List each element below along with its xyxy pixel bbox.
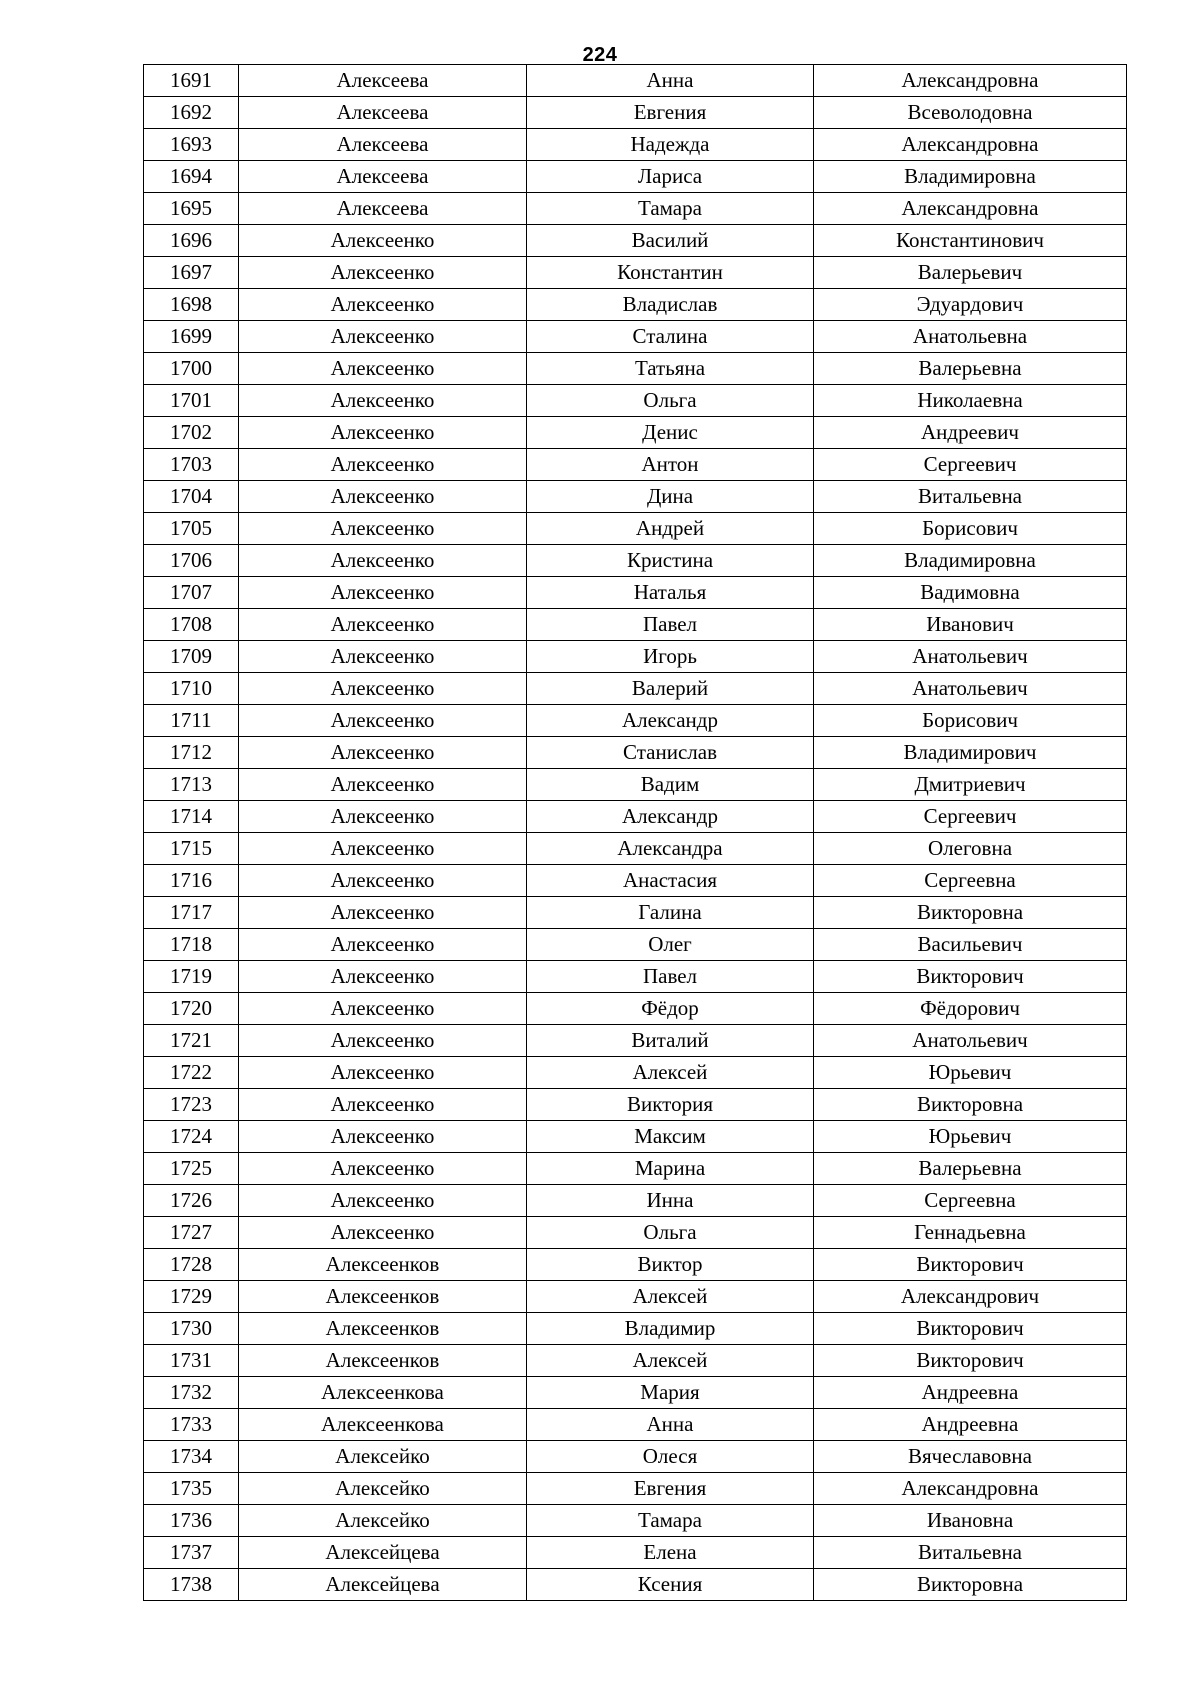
row-number-cell: 1704 [144, 481, 239, 513]
first-name-cell: Алексей [527, 1345, 814, 1377]
table-row [144, 705, 1127, 737]
first-name-cell: Виктория [527, 1089, 814, 1121]
row-number-cell: 1726 [144, 1185, 239, 1217]
patronymic-cell: Геннадьевна [814, 1217, 1127, 1249]
first-name-cell: Антон [527, 449, 814, 481]
surname-cell: Алексеенко [239, 673, 527, 705]
table-row [144, 801, 1127, 833]
table-row [144, 1345, 1127, 1377]
table-row [144, 129, 1127, 161]
row-number-cell: 1703 [144, 449, 239, 481]
first-name-cell: Виктор [527, 1249, 814, 1281]
patronymic-cell: Анатольевич [814, 641, 1127, 673]
table-row [144, 1441, 1127, 1473]
patronymic-cell: Константинович [814, 225, 1127, 257]
row-number-cell: 1721 [144, 1025, 239, 1057]
patronymic-cell: Валерьевна [814, 353, 1127, 385]
table-row [144, 289, 1127, 321]
patronymic-cell: Александровна [814, 1473, 1127, 1505]
surname-cell: Алексейко [239, 1473, 527, 1505]
table-row [144, 929, 1127, 961]
table-row [144, 865, 1127, 897]
surname-cell: Алексеенко [239, 641, 527, 673]
table-row [144, 1025, 1127, 1057]
first-name-cell: Евгения [527, 1473, 814, 1505]
table-row [144, 609, 1127, 641]
patronymic-cell: Викторович [814, 1249, 1127, 1281]
first-name-cell: Ксения [527, 1569, 814, 1601]
first-name-cell: Игорь [527, 641, 814, 673]
patronymic-cell: Александровна [814, 193, 1127, 225]
table-row [144, 545, 1127, 577]
surname-cell: Алексеева [239, 161, 527, 193]
row-number-cell: 1707 [144, 577, 239, 609]
surname-cell: Алексеенко [239, 929, 527, 961]
table-row [144, 417, 1127, 449]
surname-cell: Алексеенко [239, 897, 527, 929]
row-number-cell: 1725 [144, 1153, 239, 1185]
table-row [144, 1217, 1127, 1249]
surname-cell: Алексеенко [239, 1217, 527, 1249]
row-number-cell: 1691 [144, 65, 239, 97]
first-name-cell: Василий [527, 225, 814, 257]
row-number-cell: 1701 [144, 385, 239, 417]
surname-cell: Алексейцева [239, 1569, 527, 1601]
patronymic-cell: Вячеславовна [814, 1441, 1127, 1473]
table-row [144, 385, 1127, 417]
patronymic-cell: Фёдорович [814, 993, 1127, 1025]
patronymic-cell: Олеговна [814, 833, 1127, 865]
surname-cell: Алексеенко [239, 705, 527, 737]
row-number-cell: 1731 [144, 1345, 239, 1377]
row-number-cell: 1702 [144, 417, 239, 449]
table-row [144, 449, 1127, 481]
patronymic-cell: Юрьевич [814, 1121, 1127, 1153]
table-row [144, 1377, 1127, 1409]
patronymic-cell: Юрьевич [814, 1057, 1127, 1089]
surname-cell: Алексеенко [239, 353, 527, 385]
row-number-cell: 1710 [144, 673, 239, 705]
row-number-cell: 1716 [144, 865, 239, 897]
surname-cell: Алексеенко [239, 577, 527, 609]
surname-cell: Алексейцева [239, 1537, 527, 1569]
first-name-cell: Инна [527, 1185, 814, 1217]
table-row [144, 321, 1127, 353]
table-row [144, 513, 1127, 545]
patronymic-cell: Александрович [814, 1281, 1127, 1313]
first-name-cell: Владислав [527, 289, 814, 321]
surname-cell: Алексеенко [239, 513, 527, 545]
patronymic-cell: Витальевна [814, 481, 1127, 513]
surname-cell: Алексеенко [239, 385, 527, 417]
surname-cell: Алексеенкова [239, 1409, 527, 1441]
patronymic-cell: Валерьевна [814, 1153, 1127, 1185]
first-name-cell: Дина [527, 481, 814, 513]
table-row [144, 833, 1127, 865]
first-name-cell: Татьяна [527, 353, 814, 385]
table-row [144, 1473, 1127, 1505]
patronymic-cell: Николаевна [814, 385, 1127, 417]
patronymic-cell: Иванович [814, 609, 1127, 641]
patronymic-cell: Викторовна [814, 897, 1127, 929]
row-number-cell: 1692 [144, 97, 239, 129]
first-name-cell: Павел [527, 961, 814, 993]
page-number: 224 [582, 44, 618, 66]
surname-cell: Алексейко [239, 1505, 527, 1537]
surname-cell: Алексеенко [239, 1057, 527, 1089]
row-number-cell: 1713 [144, 769, 239, 801]
row-number-cell: 1698 [144, 289, 239, 321]
table-row [144, 641, 1127, 673]
surname-cell: Алексейко [239, 1441, 527, 1473]
patronymic-cell: Владимировна [814, 545, 1127, 577]
first-name-cell: Максим [527, 1121, 814, 1153]
first-name-cell: Анна [527, 65, 814, 97]
patronymic-cell: Валерьевич [814, 257, 1127, 289]
row-number-cell: 1714 [144, 801, 239, 833]
first-name-cell: Евгения [527, 97, 814, 129]
surname-cell: Алексеенко [239, 961, 527, 993]
first-name-cell: Александр [527, 801, 814, 833]
table-row [144, 1505, 1127, 1537]
table-row [144, 97, 1127, 129]
first-name-cell: Надежда [527, 129, 814, 161]
patronymic-cell: Александровна [814, 65, 1127, 97]
patronymic-cell: Всеволодовна [814, 97, 1127, 129]
table-row [144, 353, 1127, 385]
patronymic-cell: Сергеевич [814, 449, 1127, 481]
table-row [144, 577, 1127, 609]
patronymic-cell: Андреевич [814, 417, 1127, 449]
row-number-cell: 1737 [144, 1537, 239, 1569]
row-number-cell: 1730 [144, 1313, 239, 1345]
row-number-cell: 1724 [144, 1121, 239, 1153]
first-name-cell: Наталья [527, 577, 814, 609]
first-name-cell: Андрей [527, 513, 814, 545]
table-row [144, 993, 1127, 1025]
row-number-cell: 1738 [144, 1569, 239, 1601]
patronymic-cell: Анатольевна [814, 321, 1127, 353]
patronymic-cell: Викторович [814, 961, 1127, 993]
row-number-cell: 1735 [144, 1473, 239, 1505]
first-name-cell: Тамара [527, 1505, 814, 1537]
patronymic-cell: Владимировна [814, 161, 1127, 193]
table-row [144, 481, 1127, 513]
patronymic-cell: Викторовна [814, 1569, 1127, 1601]
row-number-cell: 1717 [144, 897, 239, 929]
surname-cell: Алексеенков [239, 1249, 527, 1281]
first-name-cell: Алексей [527, 1281, 814, 1313]
surname-cell: Алексеенко [239, 833, 527, 865]
row-number-cell: 1695 [144, 193, 239, 225]
patronymic-cell: Анатольевич [814, 1025, 1127, 1057]
patronymic-cell: Ивановна [814, 1505, 1127, 1537]
patronymic-cell: Сергеевич [814, 801, 1127, 833]
patronymic-cell: Дмитриевич [814, 769, 1127, 801]
table-row [144, 961, 1127, 993]
first-name-cell: Вадим [527, 769, 814, 801]
row-number-cell: 1723 [144, 1089, 239, 1121]
surname-cell: Алексеенко [239, 993, 527, 1025]
surname-cell: Алексеенко [239, 865, 527, 897]
surname-cell: Алексеенко [239, 737, 527, 769]
first-name-cell: Ольга [527, 385, 814, 417]
table-row [144, 257, 1127, 289]
first-name-cell: Владимир [527, 1313, 814, 1345]
surname-cell: Алексеева [239, 97, 527, 129]
row-number-cell: 1700 [144, 353, 239, 385]
patronymic-cell: Андреевна [814, 1409, 1127, 1441]
table-row [144, 161, 1127, 193]
first-name-cell: Марина [527, 1153, 814, 1185]
first-name-cell: Александра [527, 833, 814, 865]
surname-cell: Алексеенков [239, 1313, 527, 1345]
row-number-cell: 1711 [144, 705, 239, 737]
first-name-cell: Лариса [527, 161, 814, 193]
first-name-cell: Олег [527, 929, 814, 961]
table-row [144, 1313, 1127, 1345]
first-name-cell: Анастасия [527, 865, 814, 897]
surname-cell: Алексеенко [239, 417, 527, 449]
table-row [144, 1569, 1127, 1601]
first-name-cell: Елена [527, 1537, 814, 1569]
first-name-cell: Тамара [527, 193, 814, 225]
table-row [144, 1089, 1127, 1121]
row-number-cell: 1734 [144, 1441, 239, 1473]
surname-cell: Алексеенко [239, 225, 527, 257]
first-name-cell: Сталина [527, 321, 814, 353]
table-row [144, 1057, 1127, 1089]
surname-cell: Алексеенков [239, 1281, 527, 1313]
names-table [143, 64, 1127, 1601]
first-name-cell: Фёдор [527, 993, 814, 1025]
patronymic-cell: Эдуардович [814, 289, 1127, 321]
row-number-cell: 1697 [144, 257, 239, 289]
row-number-cell: 1706 [144, 545, 239, 577]
surname-cell: Алексеева [239, 65, 527, 97]
surname-cell: Алексеенко [239, 481, 527, 513]
surname-cell: Алексеенко [239, 801, 527, 833]
row-number-cell: 1705 [144, 513, 239, 545]
patronymic-cell: Андреевна [814, 1377, 1127, 1409]
first-name-cell: Ольга [527, 1217, 814, 1249]
surname-cell: Алексеенко [239, 321, 527, 353]
row-number-cell: 1715 [144, 833, 239, 865]
surname-cell: Алексеенко [239, 609, 527, 641]
surname-cell: Алексеенко [239, 1025, 527, 1057]
surname-cell: Алексеенко [239, 257, 527, 289]
row-number-cell: 1720 [144, 993, 239, 1025]
surname-cell: Алексеенко [239, 1153, 527, 1185]
patronymic-cell: Александровна [814, 129, 1127, 161]
names-table-body [144, 65, 1127, 1601]
surname-cell: Алексеенко [239, 769, 527, 801]
row-number-cell: 1696 [144, 225, 239, 257]
table-row [144, 673, 1127, 705]
row-number-cell: 1712 [144, 737, 239, 769]
row-number-cell: 1709 [144, 641, 239, 673]
patronymic-cell: Борисович [814, 513, 1127, 545]
table-row [144, 65, 1127, 97]
row-number-cell: 1732 [144, 1377, 239, 1409]
patronymic-cell: Сергеевна [814, 865, 1127, 897]
first-name-cell: Мария [527, 1377, 814, 1409]
table-row [144, 737, 1127, 769]
first-name-cell: Кристина [527, 545, 814, 577]
patronymic-cell: Борисович [814, 705, 1127, 737]
surname-cell: Алексеенко [239, 1185, 527, 1217]
first-name-cell: Олеся [527, 1441, 814, 1473]
surname-cell: Алексеева [239, 193, 527, 225]
surname-cell: Алексеенко [239, 289, 527, 321]
surname-cell: Алексеенко [239, 1121, 527, 1153]
patronymic-cell: Витальевна [814, 1537, 1127, 1569]
table-row [144, 193, 1127, 225]
surname-cell: Алексеева [239, 129, 527, 161]
table-row [144, 1281, 1127, 1313]
first-name-cell: Галина [527, 897, 814, 929]
surname-cell: Алексеенко [239, 545, 527, 577]
row-number-cell: 1729 [144, 1281, 239, 1313]
surname-cell: Алексеенко [239, 449, 527, 481]
table-row [144, 1153, 1127, 1185]
first-name-cell: Константин [527, 257, 814, 289]
table-row [144, 1121, 1127, 1153]
patronymic-cell: Анатольевич [814, 673, 1127, 705]
first-name-cell: Павел [527, 609, 814, 641]
first-name-cell: Станислав [527, 737, 814, 769]
patronymic-cell: Викторович [814, 1313, 1127, 1345]
table-row [144, 897, 1127, 929]
patronymic-cell: Владимирович [814, 737, 1127, 769]
surname-cell: Алексеенков [239, 1345, 527, 1377]
row-number-cell: 1727 [144, 1217, 239, 1249]
row-number-cell: 1728 [144, 1249, 239, 1281]
patronymic-cell: Вадимовна [814, 577, 1127, 609]
patronymic-cell: Викторович [814, 1345, 1127, 1377]
patronymic-cell: Викторовна [814, 1089, 1127, 1121]
first-name-cell: Анна [527, 1409, 814, 1441]
row-number-cell: 1693 [144, 129, 239, 161]
row-number-cell: 1733 [144, 1409, 239, 1441]
table-row [144, 769, 1127, 801]
first-name-cell: Алексей [527, 1057, 814, 1089]
surname-cell: Алексеенко [239, 1089, 527, 1121]
first-name-cell: Виталий [527, 1025, 814, 1057]
table-row [144, 225, 1127, 257]
row-number-cell: 1699 [144, 321, 239, 353]
table-row [144, 1537, 1127, 1569]
first-name-cell: Валерий [527, 673, 814, 705]
row-number-cell: 1722 [144, 1057, 239, 1089]
first-name-cell: Александр [527, 705, 814, 737]
row-number-cell: 1694 [144, 161, 239, 193]
surname-cell: Алексеенкова [239, 1377, 527, 1409]
row-number-cell: 1736 [144, 1505, 239, 1537]
table-row [144, 1249, 1127, 1281]
row-number-cell: 1718 [144, 929, 239, 961]
patronymic-cell: Сергеевна [814, 1185, 1127, 1217]
table-row [144, 1185, 1127, 1217]
row-number-cell: 1708 [144, 609, 239, 641]
table-row [144, 1409, 1127, 1441]
patronymic-cell: Васильевич [814, 929, 1127, 961]
first-name-cell: Денис [527, 417, 814, 449]
row-number-cell: 1719 [144, 961, 239, 993]
